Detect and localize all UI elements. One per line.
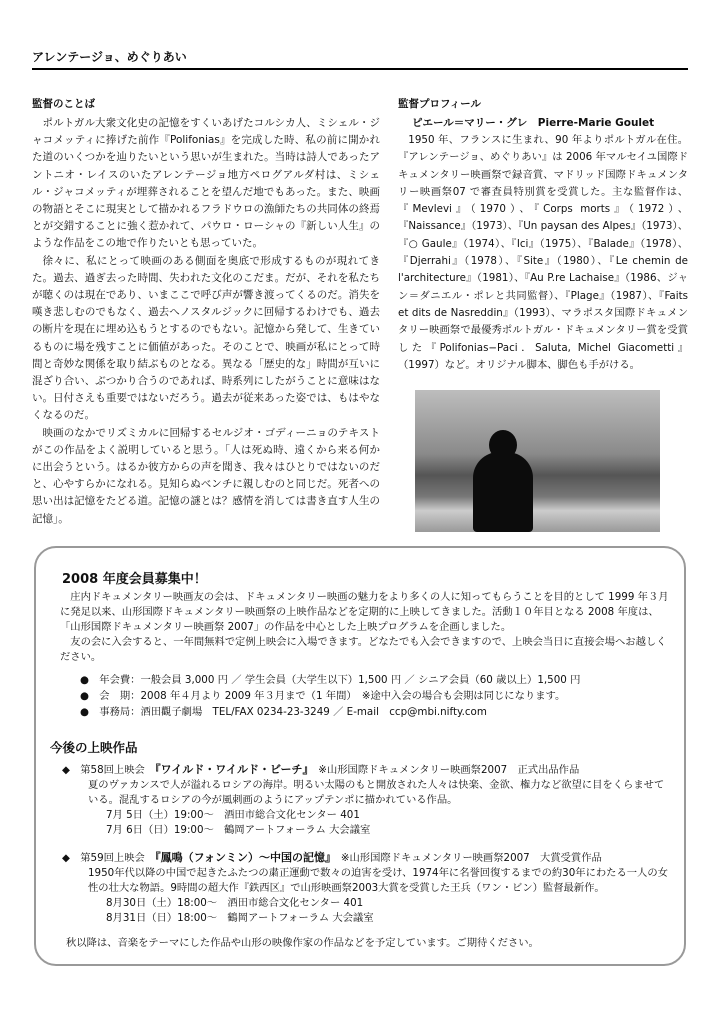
- director-words-paragraph: ポルトガル大衆文化史の記憶をすくいあげたコルシカ人、ミシェル・ジャコメッティに捧げた前作『Polifonias』を完成した時、私の前に開かれた道のいくつかを辿りたいという思いが生まれた。当時は詩人であったアントニオ・レイスのいたアレンテージョ地方ペログアルダ村は、ミシェル・ジャコメッティが埋葬されることを望んだ地でもあった。また、映画の物語とそこに現実として描かれるフラドウロの漁師たちの共同体の終焉とが交錯することに強く惹かれて、パウロ・ローシャの『新しい人生』のような作品をこの地で作りたいとも思っていた。: [32, 117, 380, 250]
- membership-info: [80, 672, 580, 720]
- film-note: ※山形国際ドキュメンタリー映画祭2007 大賞受賞作品: [330, 852, 602, 864]
- membership-body: [60, 590, 672, 665]
- director-words-paragraph: 映画のなかでリズミカルに回帰するセルジオ・ゴディーニョのテキストがこの作品をよく説明していると思う。「人は死ぬ時、遠くから来る何かに出会うという。はるか彼方からの声を聞き、我々はひとりではないのだと、心やすらかになれる。見知らぬベンチに親しむのと同じだ。死者への思い出は記憶をたどる道。記憶の謎とは？感情を消しては書き直す人生の記憶」。: [32, 426, 380, 525]
- screening-58: [62, 762, 672, 838]
- director-words-title: 監督のことば: [32, 98, 95, 110]
- director-words-paragraph: 徐々に、私にとって映画のある側面を奥底で形成するものが現れてきた。過去、過ぎ去った時間、失われた文化のこだま。だが、それを私たちが聴くのは現在であり、いまここで呼び声が響き渡ってくるのだ。消失を嘆き悲しむのでもなく、過去へノスタルジックに回帰するわけでも、過去の断片を現在に埋め込もうとするのでもない。記憶から発して、生きているものに場を残すことに価値があった。そのことで、映画が私にとって時間と奇妙な関係を取り結ぶものとなる。異なる「歴史的な」時間が互いに混ざり合い、ぶつかり合うのであれば、時系列にしたがうことに意味はない。日付さえも重要ではないだろう。過去が従来あった姿では、もはやなくなるのだ。: [32, 254, 380, 422]
- director-profile-section: [398, 96, 688, 374]
- director-words-section: [32, 96, 380, 528]
- screening-number: ◆ 第59回上映会: [62, 852, 156, 864]
- schedule-title: 今後の上映作品: [50, 740, 138, 755]
- screening-time: 7月 6日（日）19:00～ 鶴岡アートフォーラム 大会議室: [106, 824, 371, 836]
- membership-office: ● 事務局：酒田觀子劇場 TEL/FAX 0234-23-3249 ／ E-mail ccp@mbi.nifty.com: [80, 706, 487, 718]
- membership-title: 2008 年度会員募集中！: [62, 572, 207, 587]
- silhouette-body: [473, 452, 533, 532]
- profile-title: 監督プロフィール: [398, 98, 481, 110]
- film-note: ※山形国際ドキュメンタリー映画祭2007 正式出品作品: [308, 764, 580, 776]
- director-photo: [415, 390, 660, 532]
- profile-text: 1950 年、フランスに生まれ、90 年よりポルトガル在住。『アレンテージョ、めぐりあい』は 2006 年マルセイユ国際ドキュメンタリー映画祭で録音賞、マドリッド国際ドキュメンタリー映画祭07 で審査員特別賞を受賞した。主な監督作は、『Mevlevi』（1970）、『Corps morts』（1972）、『Naissance』（1973）、『Un paysan des Alpes』（1973）、『○ Gaule』（1974）、『Ici』（1975）、『Balade』（1978）、『Djerrahi』（1978）、『Site』（1980）、『Le chemin de l'architecture』（1981）、『Au P.re Lachaise』（1986、ジャン＝ダニエル・ポレと共同監督）、『Plage』（1987）、『Faits et dits de Nasreddin』（1993）、マラポスタ国際ドキュメンタリー映画祭で最優秀ポルトガル・ドキュメンタリー賞を受賞した『Polifonias−Paci．Saluta, Michel Giacometti』（1997）など。オリジナル脚本、脚色も手がける。: [398, 134, 688, 371]
- director-name: ピエール＝マリー・グレ Pierre-Marie Goulet: [412, 117, 655, 129]
- membership-fee: ● 年会費：一般会員 3,000 円 ／ 学生会員（大学生以下）1,500 円 ／ シニア会員（60 歳以上）1,500 円: [80, 674, 581, 686]
- header-divider: [32, 68, 688, 70]
- membership-paragraph: 友の会に入会すると、一年間無料で定例上映会に入場できます。どなたでも入会できますので、上映会当日に直接会場へお越しください。: [60, 636, 667, 663]
- film-title: 『ワイルド・ワイルド・ビーチ』: [155, 763, 309, 776]
- screening-number: ◆ 第58回上映会: [62, 764, 156, 776]
- screening-time: 7月 5日（土）19:00～ 酒田市総合文化センター 401: [106, 809, 360, 821]
- membership-paragraph: 庄内ドキュメンタリー映画友の会は、ドキュメンタリー映画の魅力をより多くの人に知ってもらうことを目的として 1999 年３月に発足以来、山形国際ドキュメンタリー映画祭の上映作品などを定期的に上映してきました。活動１０年目となる 2008 年度は、「山形国際ドキュメンタリー映画祭 2007」の作品を中心とした上映プログラムを企画しました。: [60, 591, 669, 633]
- film-description: 1950年代以降の中国で起きたふたつの粛正運動で数々の迫害を受け、1974年に名誉回復するまでの約30年にわたる一人の女性の壮大な物語。9時間の超大作『鉄西区』で山形映画祭2003大賞を受賞した王兵（ワン・ビン）監督最新作。: [88, 867, 668, 894]
- film-description: 夏のヴァカンスで人が溢れるロシアの海岸。明るい太陽のもと開放された人々は快楽、金欲、権力など欲望に目をくらませている。混乱するロシアの今が風刺画のようにアップテンポに描かれている作品。: [88, 779, 665, 806]
- film-title: 『鳳鳴（フォンミン）～中国の記憶』: [155, 851, 331, 864]
- page-header-title: アレンテージョ、めぐりあい: [32, 50, 187, 64]
- membership-period: ● 会 期：2008 年４月より 2009 年３月まで（1 年間） ※途中入会の場合も会期は同じになります。: [80, 690, 566, 702]
- screening-time: 8月31日（日）18:00～ 鶴岡アートフォーラム 大会議室: [106, 912, 374, 924]
- screening-time: 8月30日（土）18:00～ 酒田市総合文化センター 401: [106, 897, 364, 909]
- closing-note: 秋以降は、音楽をテーマにした作品や山形の映像作家の作品などを予定しています。ご期待ください。: [66, 937, 539, 949]
- screening-59: [62, 850, 672, 926]
